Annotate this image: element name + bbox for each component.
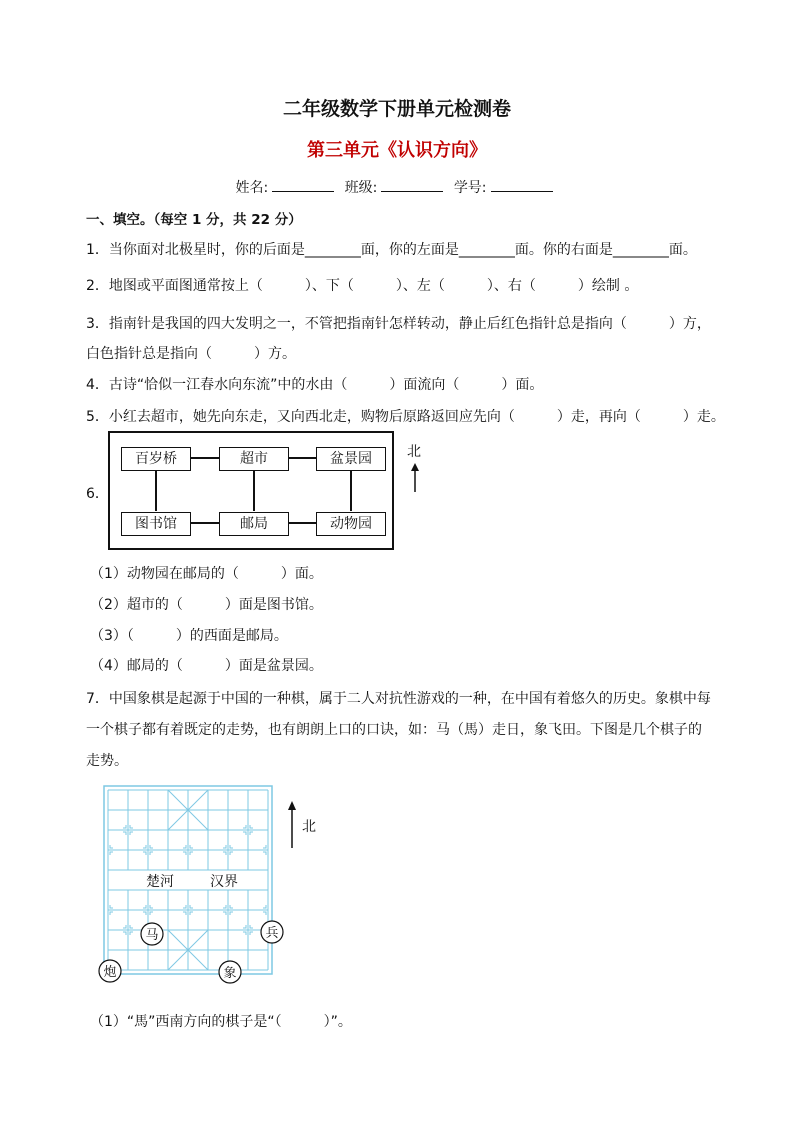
name-label: 姓名: [235, 180, 269, 196]
river-label-chu: 楚河 [146, 874, 174, 890]
position-marker [183, 852, 186, 855]
position-marker [150, 845, 153, 848]
question-6-part4: （4）邮局的（ ）面是盆景园。 [90, 658, 323, 674]
position-marker [183, 845, 186, 848]
student-info-row [0, 177, 794, 197]
question-7-line3: 走势。 [86, 753, 128, 769]
question-6-number: 6． [86, 486, 109, 502]
map-node-baisuiqiao: 百岁桥 [121, 447, 191, 471]
map-connector [253, 469, 255, 511]
position-marker [190, 852, 193, 855]
position-marker [263, 845, 266, 848]
piece-pao [99, 960, 121, 982]
class-blank[interactable] [381, 177, 443, 192]
position-marker [183, 912, 186, 915]
position-marker [123, 832, 126, 835]
position-marker [130, 832, 133, 835]
position-marker [263, 905, 266, 908]
position-marker [190, 905, 193, 908]
map-north-label: 北 [407, 444, 421, 460]
position-marker [243, 925, 246, 928]
position-marker [150, 905, 153, 908]
position-marker [123, 825, 126, 828]
map-node-supermarket: 超市 [219, 447, 289, 471]
position-marker [143, 845, 146, 848]
position-marker [150, 912, 153, 915]
position-marker [250, 832, 253, 835]
map-node-bonsai-garden: 盆景园 [316, 447, 386, 471]
position-marker [263, 912, 266, 915]
position-marker [130, 925, 133, 928]
class-label: 班级: [344, 180, 378, 196]
map-connector [155, 469, 157, 511]
position-marker [223, 912, 226, 915]
question-4: 4．古诗“恰似一江春水向东流”中的水由（ ）面流向（ ）面。 [86, 377, 544, 393]
position-marker [243, 832, 246, 835]
id-blank[interactable] [491, 177, 553, 192]
position-marker [223, 845, 226, 848]
map-connector [288, 522, 316, 524]
chessboard-diagram [96, 782, 296, 987]
question-7-line1: 7．中国象棋是起源于中国的一种棋，属于二人对抗性游戏的一种，在中国有着悠久的历史。象棋中每 [86, 691, 711, 707]
question-7-line2: 一个棋子都有着既定的走势，也有朗朗上口的口诀，如：马（馬）走日，象飞田。下图是几个棋子的 [86, 722, 702, 738]
chess-north-arrow [285, 801, 299, 849]
position-marker [110, 845, 113, 848]
position-marker [243, 825, 246, 828]
piece-pao-label: 炮 [103, 965, 117, 980]
piece-xiang [219, 961, 241, 983]
question-6-part2: （2）超市的（ ）面是图书馆。 [90, 597, 323, 613]
position-marker [143, 852, 146, 855]
chessboard-grid [104, 786, 272, 974]
piece-bing [261, 921, 283, 943]
map-node-library: 图书馆 [121, 512, 191, 536]
position-marker [130, 825, 133, 828]
unit-subtitle: 第三单元《认识方向》 [307, 140, 487, 161]
position-marker [230, 845, 233, 848]
position-marker [190, 845, 193, 848]
position-marker [143, 912, 146, 915]
position-marker [143, 905, 146, 908]
question-2: 2．地图或平面图通常按上（ ）、下（ ）、左（ ）、右（ ）绘制 。 [86, 278, 639, 294]
question-6-part3: （3）（ ）的西面是邮局。 [90, 628, 288, 644]
position-marker [230, 912, 233, 915]
page-title: 二年级数学下册单元检测卷 [282, 98, 511, 120]
position-marker [250, 825, 253, 828]
chess-north-arrow-head [288, 801, 296, 810]
piece-ma [141, 923, 163, 945]
name-blank[interactable] [272, 177, 334, 192]
chess-north-label: 北 [302, 819, 316, 835]
map-connector [288, 457, 316, 459]
question-6-part1: （1）动物园在邮局的（ ）面。 [90, 566, 323, 582]
position-marker [243, 932, 246, 935]
map-node-post-office: 邮局 [219, 512, 289, 536]
piece-xiang-label: 象 [223, 966, 237, 981]
position-marker [263, 852, 266, 855]
position-marker [250, 932, 253, 935]
position-marker [123, 925, 126, 928]
piece-ma-label: 马 [145, 928, 159, 943]
piece-bing-label: 兵 [265, 926, 279, 941]
position-marker [230, 852, 233, 855]
question-3-line2: 白色指针总是指向（ ）方。 [86, 346, 296, 362]
map-node-zoo: 动物园 [316, 512, 386, 536]
direction-map [108, 431, 394, 550]
section-heading: 一、填空。（每空 1 分，共 22 分） [86, 212, 302, 228]
position-marker [110, 905, 113, 908]
position-marker [250, 925, 253, 928]
river-label-han: 汉界 [210, 874, 238, 890]
question-7-part1: （1）“馬”西南方向的棋子是“（ ）”。 [90, 1014, 352, 1030]
question-5: 5．小红去超市，她先向东走，又向西北走，购物后原路返回应先向（ ）走，再向（ ）走。 [86, 409, 725, 425]
north-arrow-head [411, 463, 419, 471]
position-marker [110, 852, 113, 855]
question-3-line1: 3．指南针是我国的四大发明之一，不管把指南针怎样转动，静止后红色指针总是指向（ ）方， [86, 316, 711, 332]
map-connector [350, 469, 352, 511]
question-1: 1．当你面对北极星时，你的后面是________面，你的左面是________面。你的右面是________面。 [86, 242, 697, 258]
position-marker [150, 852, 153, 855]
position-marker [230, 905, 233, 908]
position-marker [123, 932, 126, 935]
position-marker [110, 912, 113, 915]
map-north-arrow [408, 463, 422, 493]
position-marker [190, 912, 193, 915]
id-label: 学号: [453, 180, 487, 196]
position-marker [130, 932, 133, 935]
position-marker [223, 905, 226, 908]
position-marker [183, 905, 186, 908]
position-marker [223, 852, 226, 855]
